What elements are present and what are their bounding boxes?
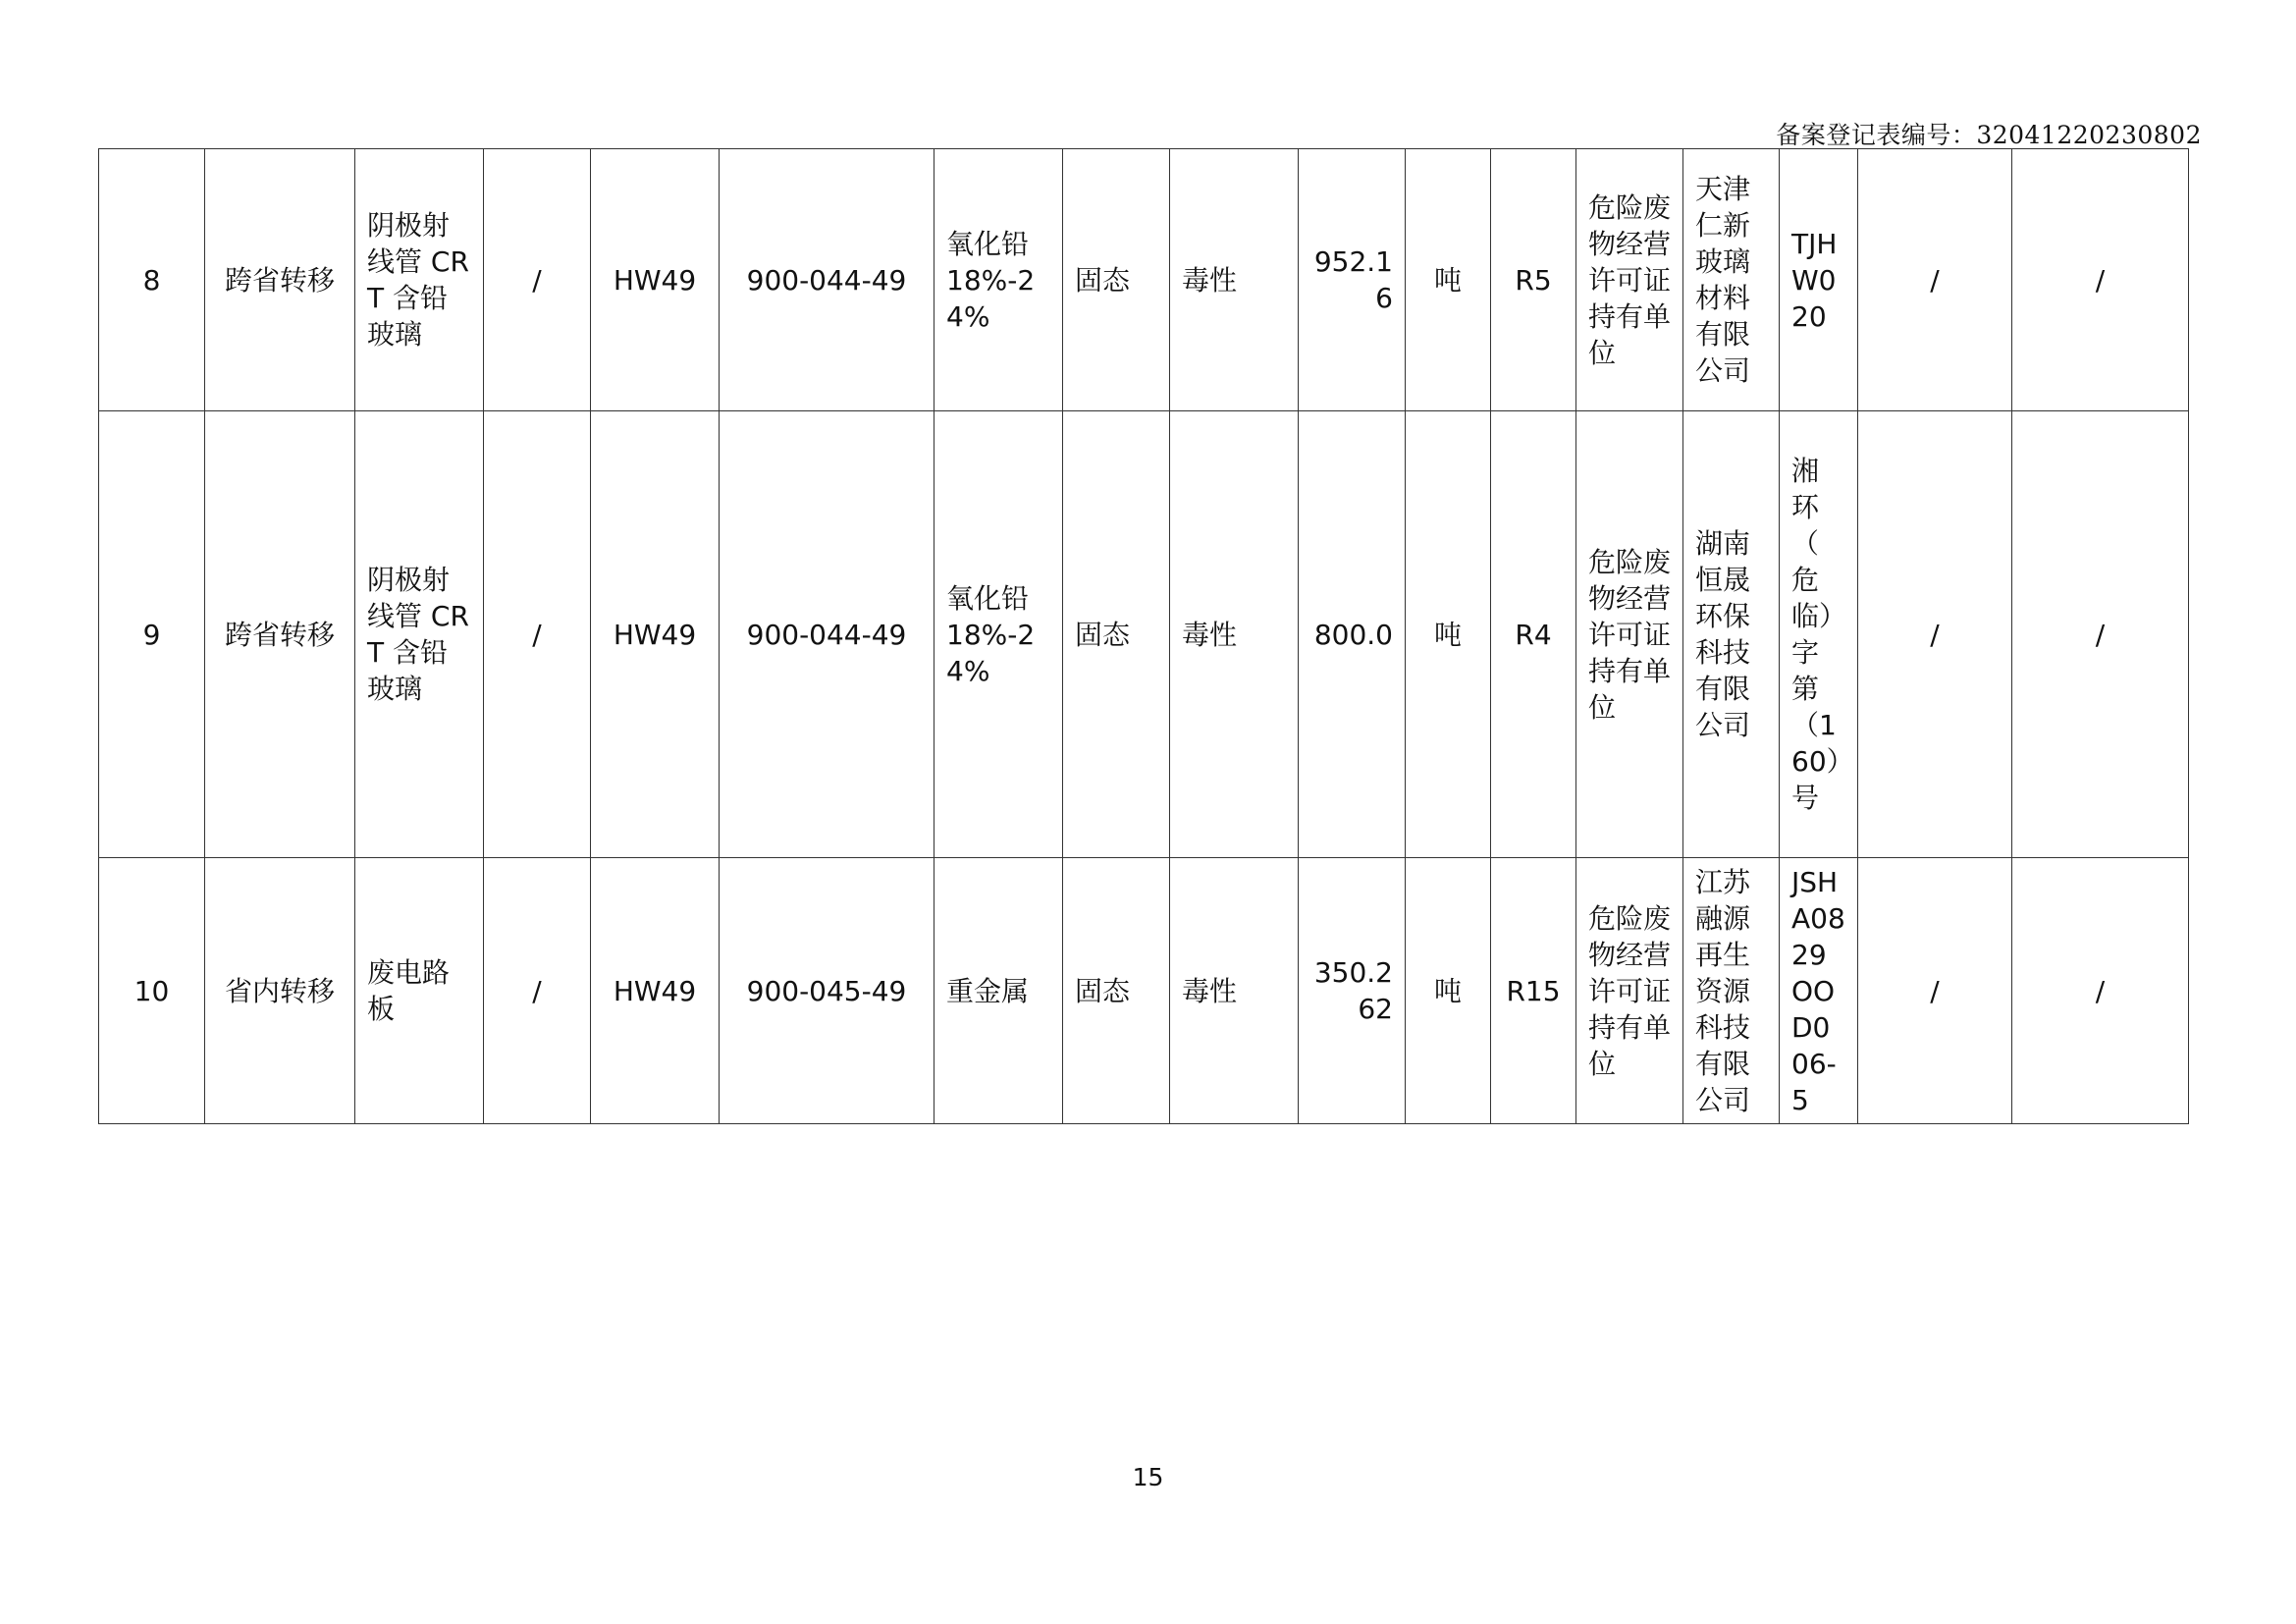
cell-transfer-type: 跨省转移: [205, 149, 355, 411]
cell-disposal-method: R5: [1491, 149, 1576, 411]
cell-unit: 吨: [1406, 858, 1491, 1124]
cell-hazardous-component: 氧化铅 18%-24%: [934, 411, 1063, 858]
cell-unit: 吨: [1406, 411, 1491, 858]
cell-hazardous-component: 重金属: [934, 858, 1063, 1124]
cell-transfer-type: 跨省转移: [205, 411, 355, 858]
cell-receiver-name: 江苏融源再生资源科技有限公司: [1683, 858, 1780, 1124]
cell-waste-name: 阴极射线管 CRT 含铅玻璃: [355, 411, 484, 858]
cell-category: HW49: [591, 149, 720, 411]
hazardous-waste-transfer-table: [98, 148, 2189, 1124]
cell-col15: /: [1858, 411, 2012, 858]
cell-receiver-name: 天津仁新玻璃材料有限公司: [1683, 149, 1780, 411]
cell-unit: 吨: [1406, 149, 1491, 411]
cell-waste-code: 900-044-49: [720, 411, 934, 858]
cell-transfer-type: 省内转移: [205, 858, 355, 1124]
cell-license-no: 湘环（危临）字第（160）号: [1780, 411, 1858, 858]
cell-waste-name: 阴极射线管 CRT 含铅玻璃: [355, 149, 484, 411]
cell-category: HW49: [591, 858, 720, 1124]
cell-license-no: TJHW020: [1780, 149, 1858, 411]
cell-col4: /: [484, 149, 591, 411]
cell-disposal-method: R15: [1491, 858, 1576, 1124]
cell-waste-name: 废电路板: [355, 858, 484, 1124]
cell-col16: /: [2012, 149, 2189, 411]
cell-col16: /: [2012, 411, 2189, 858]
record-number: 备案登记表编号：32041220230802: [1776, 121, 2202, 149]
cell-col15: /: [1858, 149, 2012, 411]
cell-col15: /: [1858, 858, 2012, 1124]
cell-quantity: 800.0: [1299, 411, 1406, 858]
cell-receiver-type: 危险废物经营许可证持有单位: [1576, 149, 1683, 411]
cell-receiver-type: 危险废物经营许可证持有单位: [1576, 858, 1683, 1124]
cell-col16: /: [2012, 858, 2189, 1124]
cell-hazard-property: 毒性: [1170, 411, 1299, 858]
cell-form: 固态: [1063, 149, 1170, 411]
cell-form: 固态: [1063, 411, 1170, 858]
cell-no: 10: [99, 858, 205, 1124]
cell-quantity: 350.262: [1299, 858, 1406, 1124]
table-row: [99, 411, 2189, 858]
cell-license-no: JSHA0829OOD006-5: [1780, 858, 1858, 1124]
table-row: [99, 858, 2189, 1124]
cell-form: 固态: [1063, 858, 1170, 1124]
cell-waste-code: 900-045-49: [720, 858, 934, 1124]
cell-hazard-property: 毒性: [1170, 149, 1299, 411]
cell-receiver-type: 危险废物经营许可证持有单位: [1576, 411, 1683, 858]
page-number: 15: [1132, 1463, 1164, 1491]
cell-category: HW49: [591, 411, 720, 858]
cell-quantity: 952.16: [1299, 149, 1406, 411]
cell-hazardous-component: 氧化铅 18%-24%: [934, 149, 1063, 411]
cell-receiver-name: 湖南恒晟环保科技有限公司: [1683, 411, 1780, 858]
cell-col4: /: [484, 858, 591, 1124]
cell-hazard-property: 毒性: [1170, 858, 1299, 1124]
cell-no: 8: [99, 149, 205, 411]
cell-col4: /: [484, 411, 591, 858]
cell-no: 9: [99, 411, 205, 858]
cell-disposal-method: R4: [1491, 411, 1576, 858]
cell-waste-code: 900-044-49: [720, 149, 934, 411]
table-row: [99, 149, 2189, 411]
